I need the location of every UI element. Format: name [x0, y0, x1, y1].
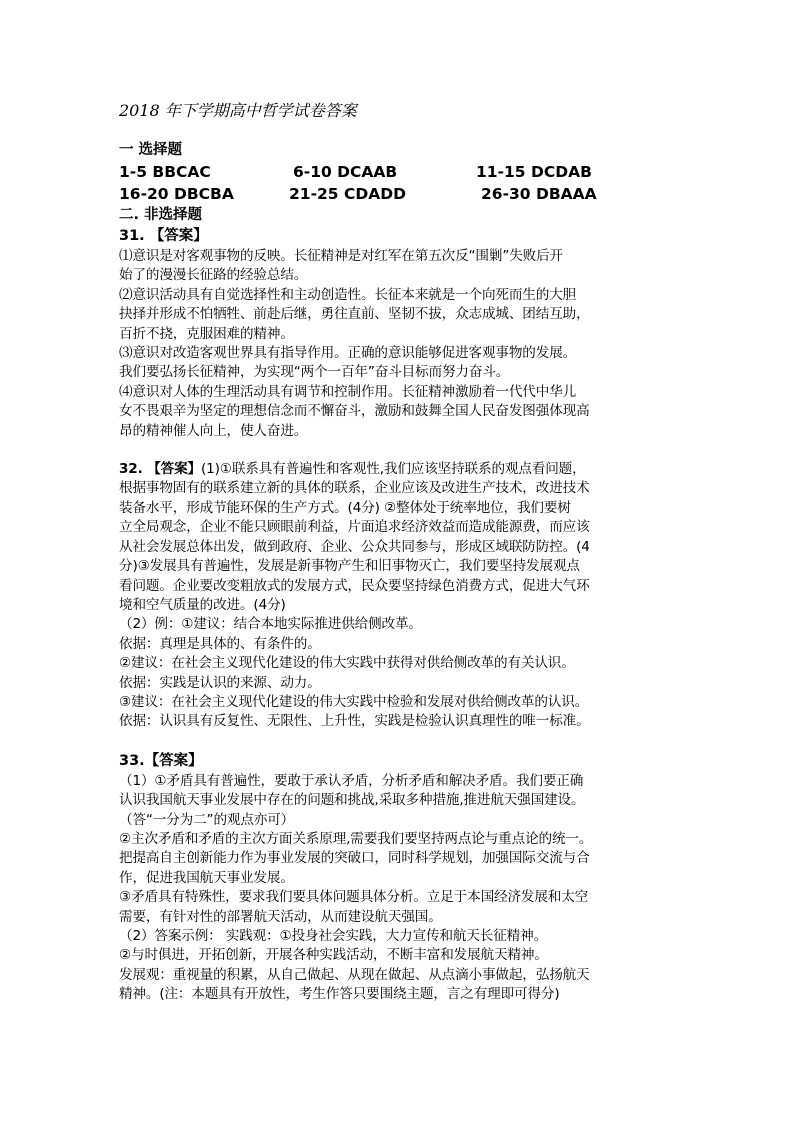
choice-answer-group: 26-30 DBAAA — [481, 185, 597, 203]
q32-answer-line: 根据事物固有的联系建立新的具体的联系，企业应该及改进生产技术，改进技术 — [119, 480, 590, 497]
q31-heading: 31. 【答案】 — [119, 228, 208, 244]
section-2-heading: 二. 非选择题 — [119, 207, 203, 223]
q33-answer-line: 认识我国航天事业发展中存在的问题和挑战,采取多种措施,推进航天强国建设。 — [119, 792, 585, 809]
q31-answer-line: ⑶意识对改造客观世界具有指导作用。正确的意识能够促进客观事物的发展。 — [119, 345, 577, 362]
q32-answer-line: 境和空气质量的改进。(4分) — [119, 596, 286, 613]
q33-answer-line: （1）①矛盾具有普遍性，要敢于承认矛盾，分析矛盾和解决矛盾。我们要正确 — [119, 772, 584, 789]
choice-answer-row — [119, 161, 685, 183]
q31-answer-line: ⑴意识是对客观事物的反映。长征精神是对红军在第五次反“围剿”失败后开 — [119, 248, 563, 264]
q33-answer-line: ③矛盾具有特殊性，要求我们要具体问题具体分析。立足于本国经济发展和太空 — [119, 889, 589, 906]
document-title: 2018 年下学期高中哲学试卷答案 — [119, 101, 357, 120]
spacer — [119, 732, 685, 751]
q33-answer-line: 发展观：重视量的积累，从自己做起、从现在做起、从点滴小事做起，弘扬航天 — [119, 966, 590, 983]
choice-answer-row — [119, 183, 685, 205]
q33-answer-line: 把提高自主创新能力作为事业发展的突破口，同时科学规划，加强国际交流与合 — [119, 850, 590, 867]
choice-answer-group: 16-20 DBCBA — [119, 185, 234, 203]
q32-answer-line: (1)①联系具有普遍性和客观性,我们应该坚持联系的观点看问题， — [201, 461, 586, 478]
q33-answer-line: ②与时俱进，开拓创新，开展各种实践活动，不断丰富和发展航天精神。 — [119, 947, 548, 964]
section-1-heading: 一 选择题 — [119, 142, 183, 158]
q32-answer-line: 从社会发展总体出发，做到政府、企业、公众共同参与，形成区域联防防控。(4 — [119, 538, 590, 555]
choice-answer-group: 11-15 DCDAB — [476, 163, 592, 181]
q31-answer-line: 抉择并形成不怕牺牲、前赴后继，勇往直前、坚韧不拔，众志成城、团结互助， — [119, 306, 590, 323]
q32-answer-line: 依据：认识具有反复性、无限性、上升性，实践是检验认识真理性的唯一标准。 — [119, 713, 590, 730]
answer-sheet — [119, 100, 685, 1005]
q31-answer-line: 百折不挠，克服困难的精神。 — [119, 325, 294, 342]
q32-answer-line: 装备水平，形成节能环保的生产方式。(4分) ②整体处于统率地位，我们要树 — [119, 499, 571, 516]
q31-answer-line: 始了的漫漫长征路的经验总结。 — [119, 267, 308, 284]
choice-answer-group: 21-25 CDADD — [289, 185, 406, 203]
q32-answer-line: 分)③发展具有普遍性，发展是新事物产生和旧事物灭亡，我们要坚持发展观点 — [119, 558, 580, 575]
q33-answer-line: ②主次矛盾和矛盾的主次方面关系原理,需要我们要坚持两点论与重点论的统一。 — [119, 830, 593, 847]
choice-answer-group: 6-10 DCAAB — [293, 163, 398, 181]
q32-first-line — [119, 460, 685, 479]
q33-answer-line: 精神。(注：本题具有开放性，考生作答只要围绕主题，言之有理即可得分) — [119, 986, 560, 1003]
q33-answer-line: （答“一分为二”的观点亦可） — [119, 811, 295, 828]
q31-answer-line: ⑷意识对人体的生理活动具有调节和控制作用。长征精神激励着一代代中华儿 — [119, 383, 577, 400]
q33-answer-line: 需要，有针对性的部署航天活动，从而建设航天强国。 — [119, 908, 442, 925]
q32-answer-line: ③建议：在社会主义现代化建设的伟大实践中检验和发展对供给侧改革的认识。 — [119, 693, 589, 710]
q31-answer-line: 昂的精神催人向上，使人奋进。 — [119, 422, 308, 439]
q33-heading: 33.【答案】 — [119, 752, 203, 769]
q31-answer-line: 我们要弘扬长征精神，为实现“两个一百年”奋斗目标而努力奋斗。 — [119, 364, 510, 381]
q33-answer-line: 作，促进我国航天事业发展。 — [119, 869, 294, 886]
choice-answer-group: 1-5 BBCAC — [119, 163, 211, 181]
q33-answer-line: （2）答案示例： 实践观：①投身社会实践，大力宣传和航天长征精神。 — [119, 928, 548, 944]
q32-answer-line: ②建议：在社会主义现代化建设的伟大实践中获得对供给侧改革的有关认识。 — [119, 655, 575, 672]
q32-answer-line: 依据：真理是具体的、有条件的。 — [119, 635, 321, 652]
spacer — [119, 441, 685, 460]
q32-answer-line: 看问题。企业要改变粗放式的发展方式，民众要坚持绿色消费方式，促进大气环 — [119, 577, 590, 594]
q32-answer-line: 立全局观念，企业不能只顾眼前利益，片面追求经济效益而造成能源费，而应该 — [119, 519, 590, 536]
q31-answer-line: 女不畏艰辛为坚定的理想信念而不懈奋斗，激励和鼓舞全国人民奋发图强体现高 — [119, 403, 590, 420]
q32-answer-line: 依据：实践是认识的来源、动力。 — [119, 674, 321, 691]
q31-answer-line: ⑵意识活动具有自觉选择性和主动创造性。长征本来就是一个向死而生的大胆 — [119, 286, 577, 303]
q32-heading: 32. 【答案】 — [119, 461, 201, 478]
q32-answer-line: （2）例：①建议：结合本地实际推进供给侧改革。 — [119, 616, 422, 633]
